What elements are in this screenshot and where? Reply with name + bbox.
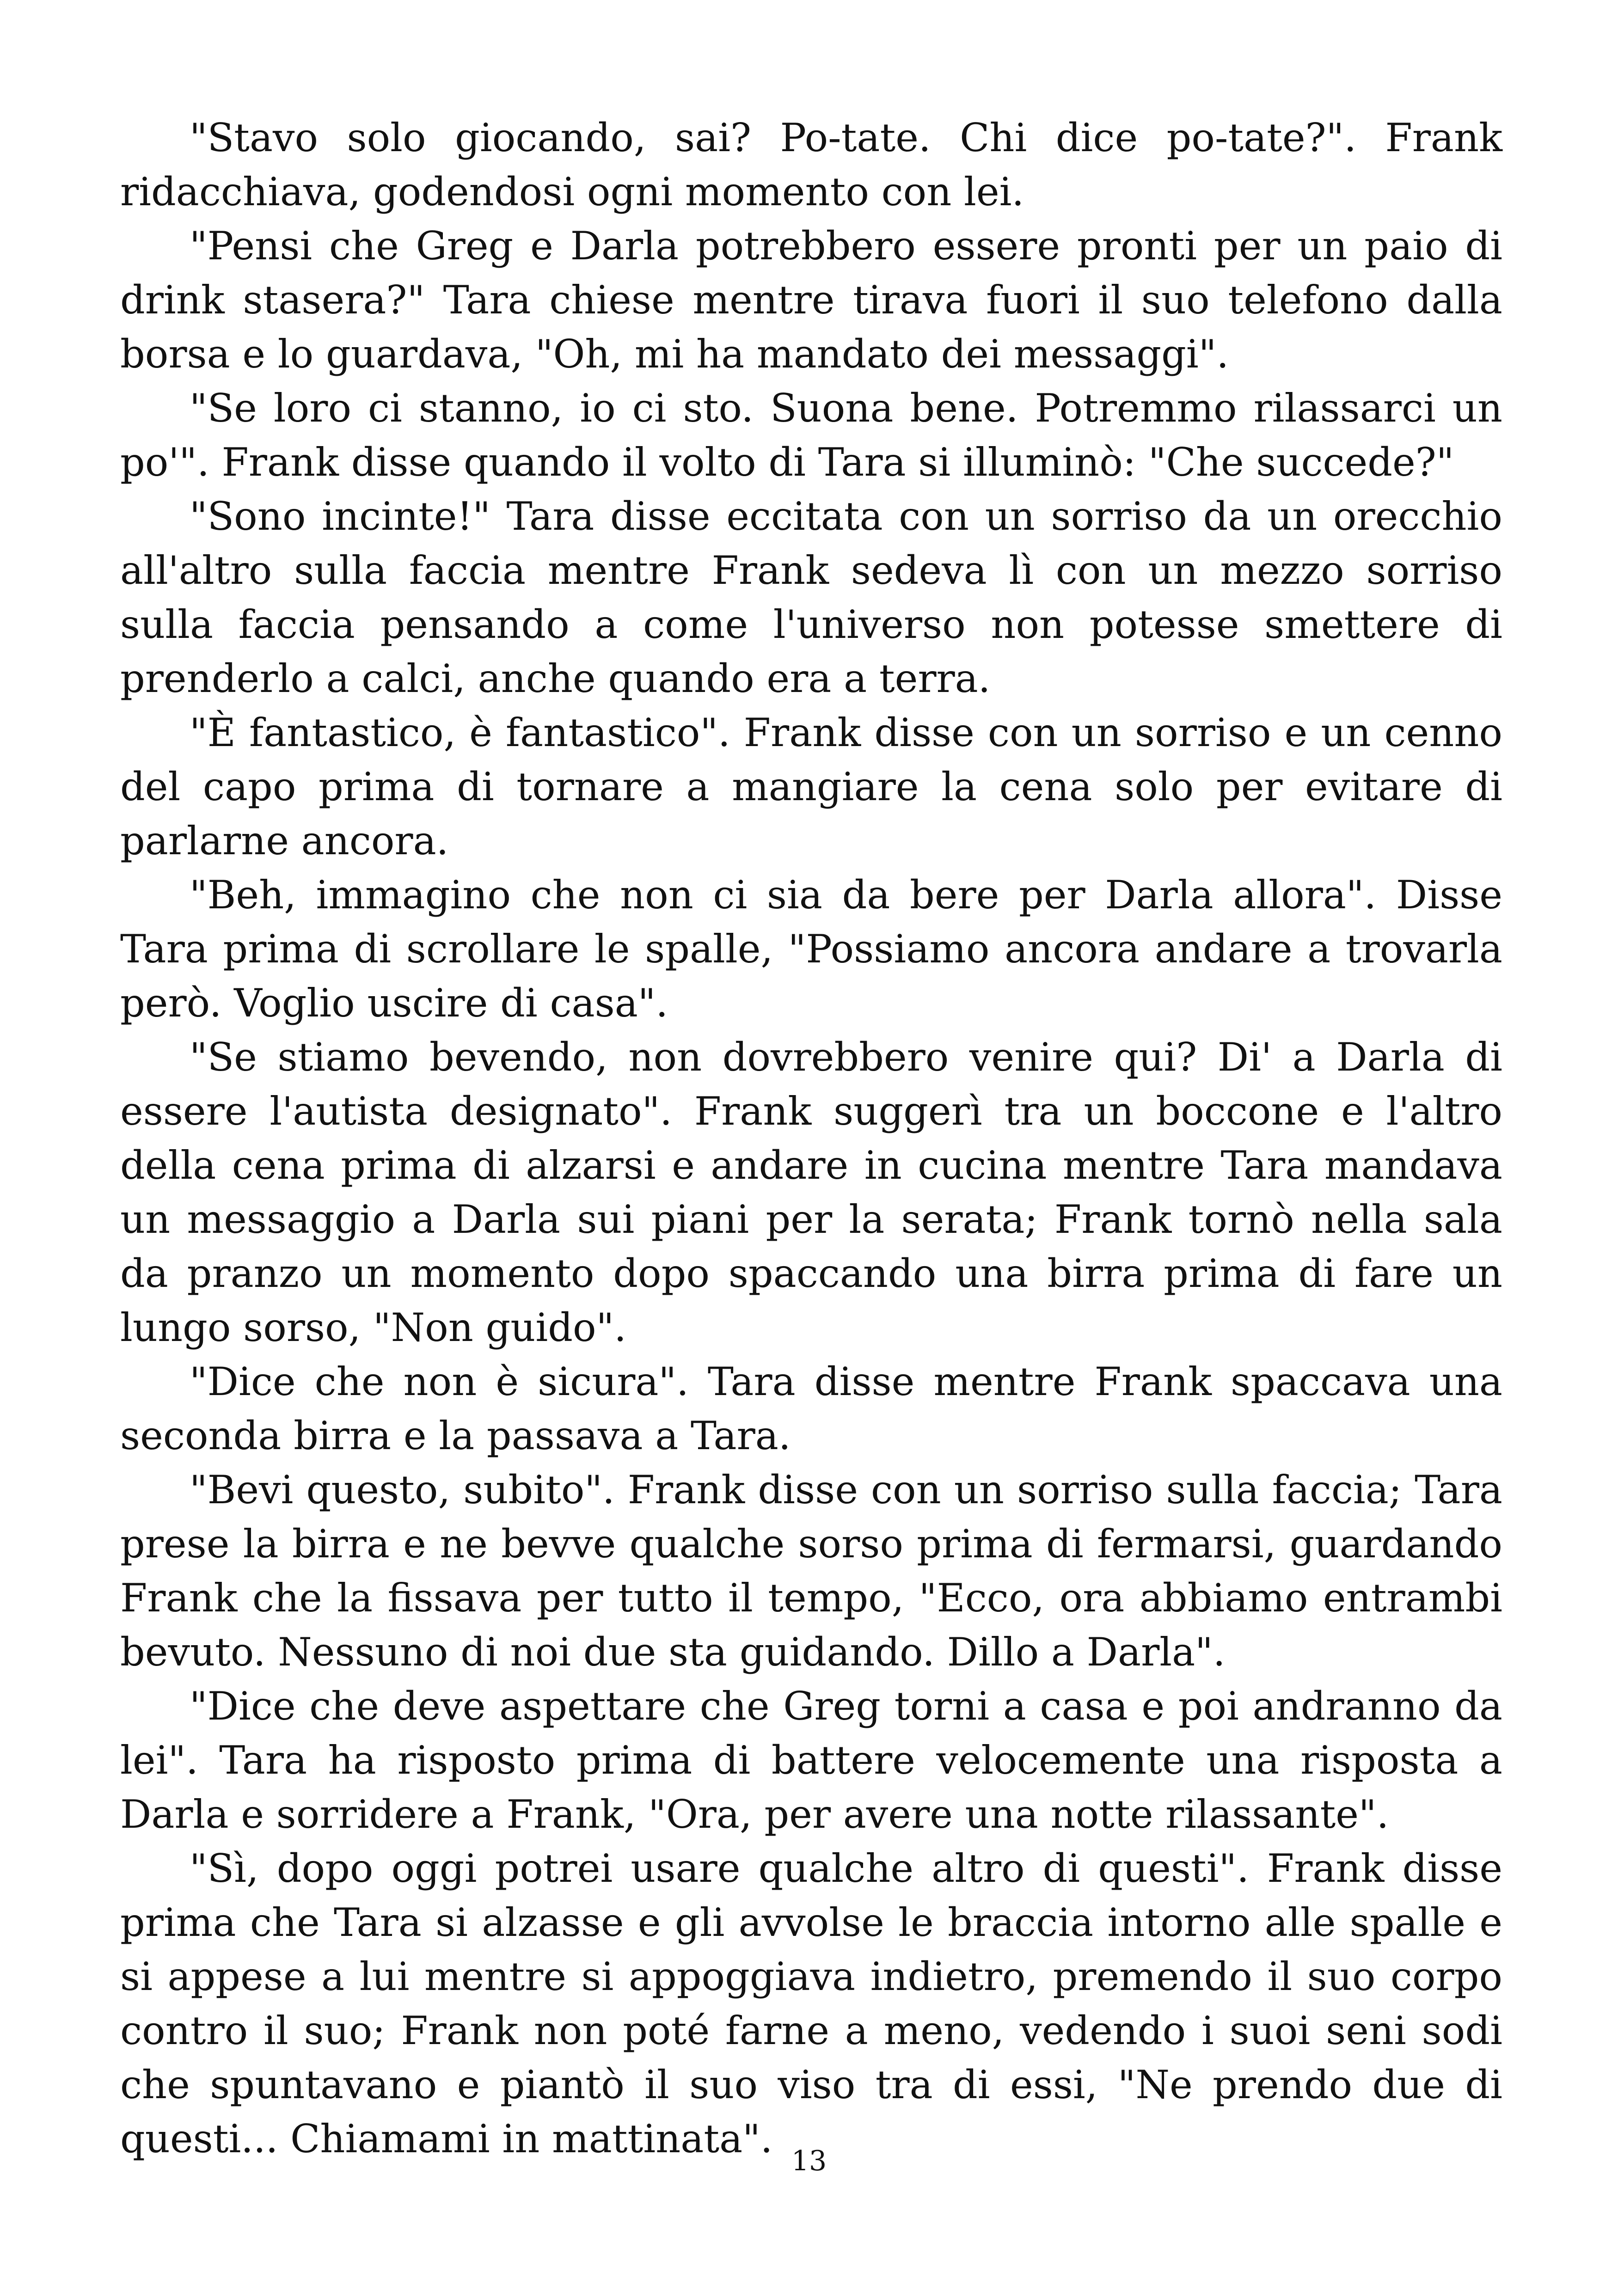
body-text	[120, 111, 1502, 2166]
paragraph: "Dice che deve aspettare che Greg torni a casa e poi andranno da lei". Tara ha risposto prima di battere velocemente una risposta a Darla e sorridere a Frank, "Ora, per avere una notte rilassante".	[120, 1684, 1502, 1837]
paragraph: "Dice che non è sicura". Tara disse mentre Frank spaccava una seconda birra e la passava a Tara.	[120, 1359, 1502, 1458]
paragraph: "Stavo solo giocando, sai? Po-tate. Chi dice po-tate?". Frank ridacchiava, godendosi ogni momento con lei.	[120, 115, 1502, 214]
paragraph: "Se stiamo bevendo, non dovrebbero venire qui? Di' a Darla di essere l'autista designato". Frank suggerì tra un boccone e l'altro della cena prima di alzarsi e andare in cucina mentre Tara mandava un messaggio a Darla sui piani per la serata; Frank tornò nella sala da pranzo un momento dopo spaccando una birra prima di fare un lungo sorso, "Non guido".	[120, 1035, 1502, 1350]
paragraph: "Se loro ci stanno, io ci sto. Suona bene. Potremmo rilassarci un po'". Frank disse quando il volto di Tara si illuminò: "Che succede?"	[120, 386, 1502, 485]
paragraph: "Bevi questo, subito". Frank disse con un sorriso sulla faccia; Tara prese la birra e ne bevve qualche sorso prima di fermarsi, guardando Frank che la fissava per tutto il tempo, "Ecco, ora abbiamo entrambi bevuto. Nessuno di noi due sta guidando. Dillo a Darla".	[120, 1467, 1502, 1675]
paragraph: "Beh, immagino che non ci sia da bere per Darla allora". Disse Tara prima di scrollare le spalle, "Possiamo ancora andare a trovarla però. Voglio uscire di casa".	[120, 872, 1502, 1026]
paragraph: "Pensi che Greg e Darla potrebbero essere pronti per un paio di drink stasera?" Tara chiese mentre tirava fuori il suo telefono dalla borsa e lo guardava, "Oh, mi ha mandato dei messaggi".	[120, 223, 1502, 377]
page-number: 13	[791, 2145, 827, 2177]
paragraph: "Sì, dopo oggi potrei usare qualche altro di questi". Frank disse prima che Tara si alzasse e gli avvolse le braccia intorno alle spalle e si appese a lui mentre si appoggiava indietro, premendo il suo corpo contro il suo; Frank non poté farne a meno, vedendo i suoi seni sodi che spuntavano e piantò il suo viso tra di essi, "Ne prendo due di questi... Chiamami in mattinata".	[120, 1846, 1502, 2161]
paragraph: "Sono incinte!" Tara disse eccitata con un sorriso da un orecchio all'altro sulla faccia mentre Frank sedeva lì con un mezzo sorriso sulla faccia pensando a come l'universo non potesse smettere di prenderlo a calci, anche quando era a terra.	[120, 494, 1502, 701]
paragraph: "È fantastico, è fantastico". Frank disse con un sorriso e un cenno del capo prima di tornare a mangiare la cena solo per evitare di parlarne ancora.	[120, 710, 1502, 863]
